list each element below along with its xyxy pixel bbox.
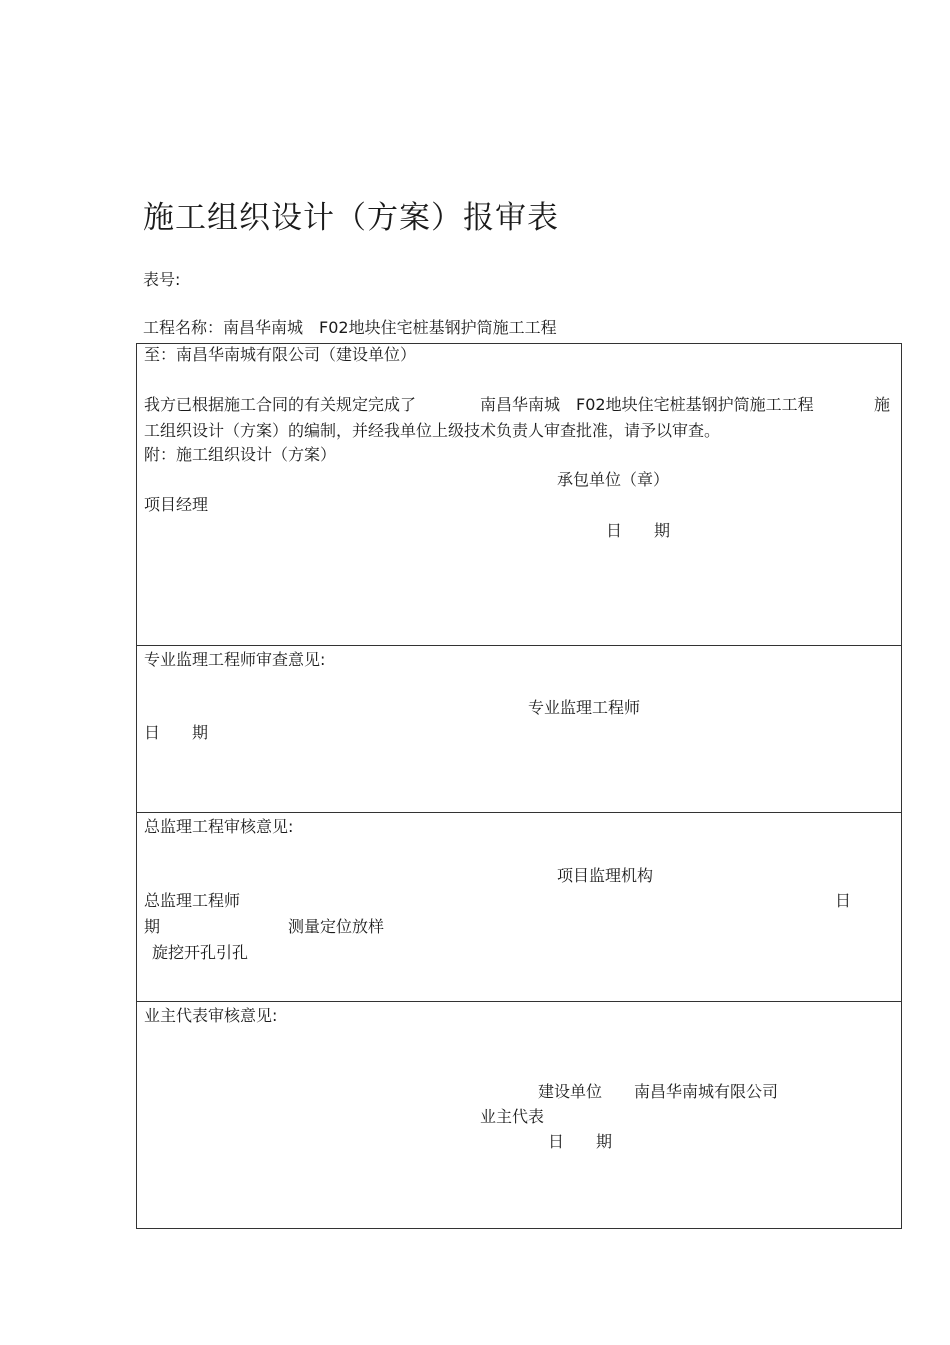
drilling-note: 旋挖开孔引孔: [152, 943, 249, 962]
owner-representative-label: 业主代表: [480, 1107, 545, 1126]
declaration-project: 南昌华南城 F02地块住宅桩基钢护筒施工工程: [480, 395, 814, 414]
project-manager-label: 项目经理: [144, 495, 209, 514]
row-divider-1: [136, 645, 902, 646]
page-title: 施工组织设计（方案）报审表: [143, 200, 559, 236]
declaration-part-a: 我方已根据施工合同的有关规定完成了: [144, 395, 417, 414]
supervision-org-label: 项目监理机构: [557, 866, 654, 885]
survey-note: 测量定位放样: [288, 917, 385, 936]
owner-review-heading: 业主代表审核意见:: [144, 1006, 278, 1025]
declaration-part-c: 施: [874, 395, 891, 414]
section1-date-label: 日 期: [606, 521, 671, 540]
section4-date-label: 日 期: [548, 1132, 613, 1151]
attachment-line: 附：施工组织设计（方案）: [144, 445, 337, 464]
owner-unit-name: 南昌华南城有限公司: [634, 1082, 779, 1101]
row-divider-3: [136, 1001, 902, 1002]
form-number-label: 表号:: [143, 270, 181, 289]
chief-review-heading: 总监理工程审核意见:: [144, 817, 294, 836]
row-divider-2: [136, 812, 902, 813]
owner-unit-label: 建设单位: [538, 1082, 603, 1101]
recipient-line: 至：南昌华南城有限公司（建设单位）: [144, 345, 417, 364]
section2-date-label: 日 期: [144, 723, 209, 742]
chief-engineer-label: 总监理工程师: [144, 891, 241, 910]
specialist-review-heading: 专业监理工程师审查意见:: [144, 650, 326, 669]
section3-date-label-a: 日: [835, 891, 852, 910]
declaration-line-2: 工组织设计（方案）的编制，并经我单位上级技术负责人审查批准，请予以审查。: [144, 421, 721, 440]
review-table: [136, 343, 902, 1229]
project-name: 工程名称：南昌华南城 F02地块住宅桩基钢护筒施工工程: [143, 318, 557, 337]
specialist-engineer-label: 专业监理工程师: [528, 698, 641, 717]
section3-date-label-b: 期: [144, 917, 161, 936]
contractor-seal-label: 承包单位（章）: [557, 470, 670, 489]
